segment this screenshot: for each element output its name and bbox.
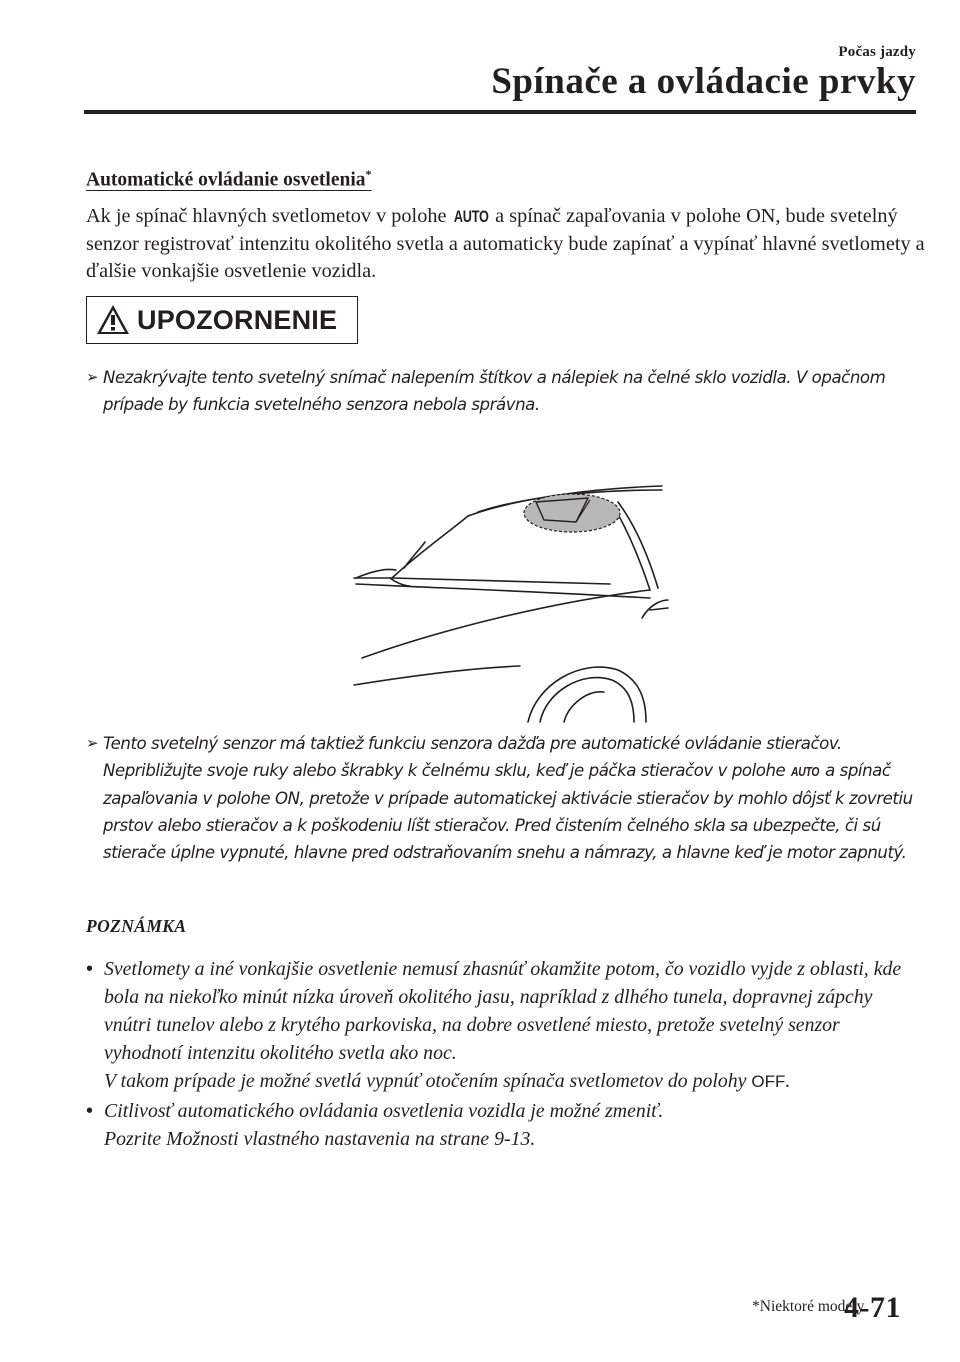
- bullet-icon: •: [86, 958, 93, 980]
- note-text: [104, 1097, 906, 1153]
- caution-item: [86, 730, 926, 866]
- bullet-icon: •: [86, 1100, 93, 1122]
- note-text: [104, 955, 906, 1096]
- cross-reference-link: Pozrite Možnosti vlastného nastavenia na strane 9-13.: [104, 1128, 536, 1150]
- off-symbol: OFF: [751, 1072, 786, 1091]
- warning-label: UPOZORNENIE: [137, 304, 338, 335]
- footnote: *Niektoré modely.: [752, 1298, 868, 1315]
- caution-item: [86, 364, 926, 418]
- note-text-1: Citlivosť automatického ovládania osvetlenia vozidla je možné zmeniť.: [104, 1100, 664, 1122]
- auto-symbol: AUTO: [453, 208, 489, 226]
- note-text-3: .: [785, 1070, 791, 1092]
- caution-text: [103, 730, 926, 866]
- intro-text-1: Ak je spínač hlavných svetlometov v polohe: [86, 205, 447, 227]
- note-item: [86, 1097, 906, 1153]
- note-text-2: V takom prípade je možné svetlá vypnúť otočením spínača svetlometov do polohy: [104, 1070, 747, 1092]
- warning-triangle-icon: [95, 303, 131, 337]
- page-title: Spínače a ovládacie prvky: [491, 61, 916, 102]
- section-heading-text: Automatické ovládanie osvetlenia: [86, 169, 366, 191]
- intro-text-2: a spínač zapaľovania v polohe ON, bude svetelný senzor registrovať intenzitu okolitého svetla a automaticky bude zapínať a vypínať hlavné svetlomety a ďalšie vonkajšie osvetlenie vozidla.: [86, 205, 925, 282]
- windshield-light-sensor-illustration: [350, 480, 670, 725]
- caution-text-1: Tento svetelný senzor má taktiež funkciu senzora dažďa pre automatické ovládanie stieračov. Nepribližujte svoje ruky alebo škrabky k čelnému sklu, keď je páčka stieračov v polohe: [103, 734, 842, 780]
- page-number: 4-71: [844, 1291, 901, 1324]
- note-text-1: Svetlomety a iné vonkajšie osvetlenie nemusí zhasnúť okamžite potom, čo vozidlo vyjde z oblasti, kde bola na niekoľko minút nízka úroveň okolitého jasu, napríklad z dlhého tunela, dopravnej zápchy vnútri tunelov alebo z krytého parkoviska, na dobre osvetlené miesto, pretože svetelný senzor vyhodnotí intenzitu okolitého svetla ako noc.: [104, 958, 902, 1064]
- auto-symbol: AUTO: [791, 764, 820, 779]
- note-heading: POZNÁMKA: [86, 916, 187, 936]
- intro-paragraph: [86, 203, 926, 285]
- section-heading: [86, 167, 371, 192]
- warning-box: [86, 296, 358, 344]
- arrow-bullet-icon: ➢: [86, 734, 99, 752]
- model-availability-mark: *: [365, 167, 372, 181]
- caution-text-2: a spínač zapaľovania v polohe ON, pretože v prípade automatickej aktivácie stieračov by mohlo dôjsť k zovretiu prstov alebo stieračov a k poškodeniu líšt stieračov. Pred čistením čelného skla sa ubezpečte, či sú stierače úplne vypnuté, hlavne pred odstraňovaním snehu a námrazy, a hlavne keď je motor zapnutý.: [103, 761, 913, 862]
- note-item: [86, 955, 906, 1096]
- header-divider: [84, 110, 916, 114]
- caution-text: Nezakrývajte tento svetelný snímač nalepením štítkov a nálepiek na čelné sklo vozidla. V opačnom prípade by funkcia svetelného senzora nebola správna.: [103, 368, 886, 414]
- arrow-bullet-icon: ➢: [86, 368, 99, 386]
- chapter-title: Počas jazdy: [838, 44, 916, 60]
